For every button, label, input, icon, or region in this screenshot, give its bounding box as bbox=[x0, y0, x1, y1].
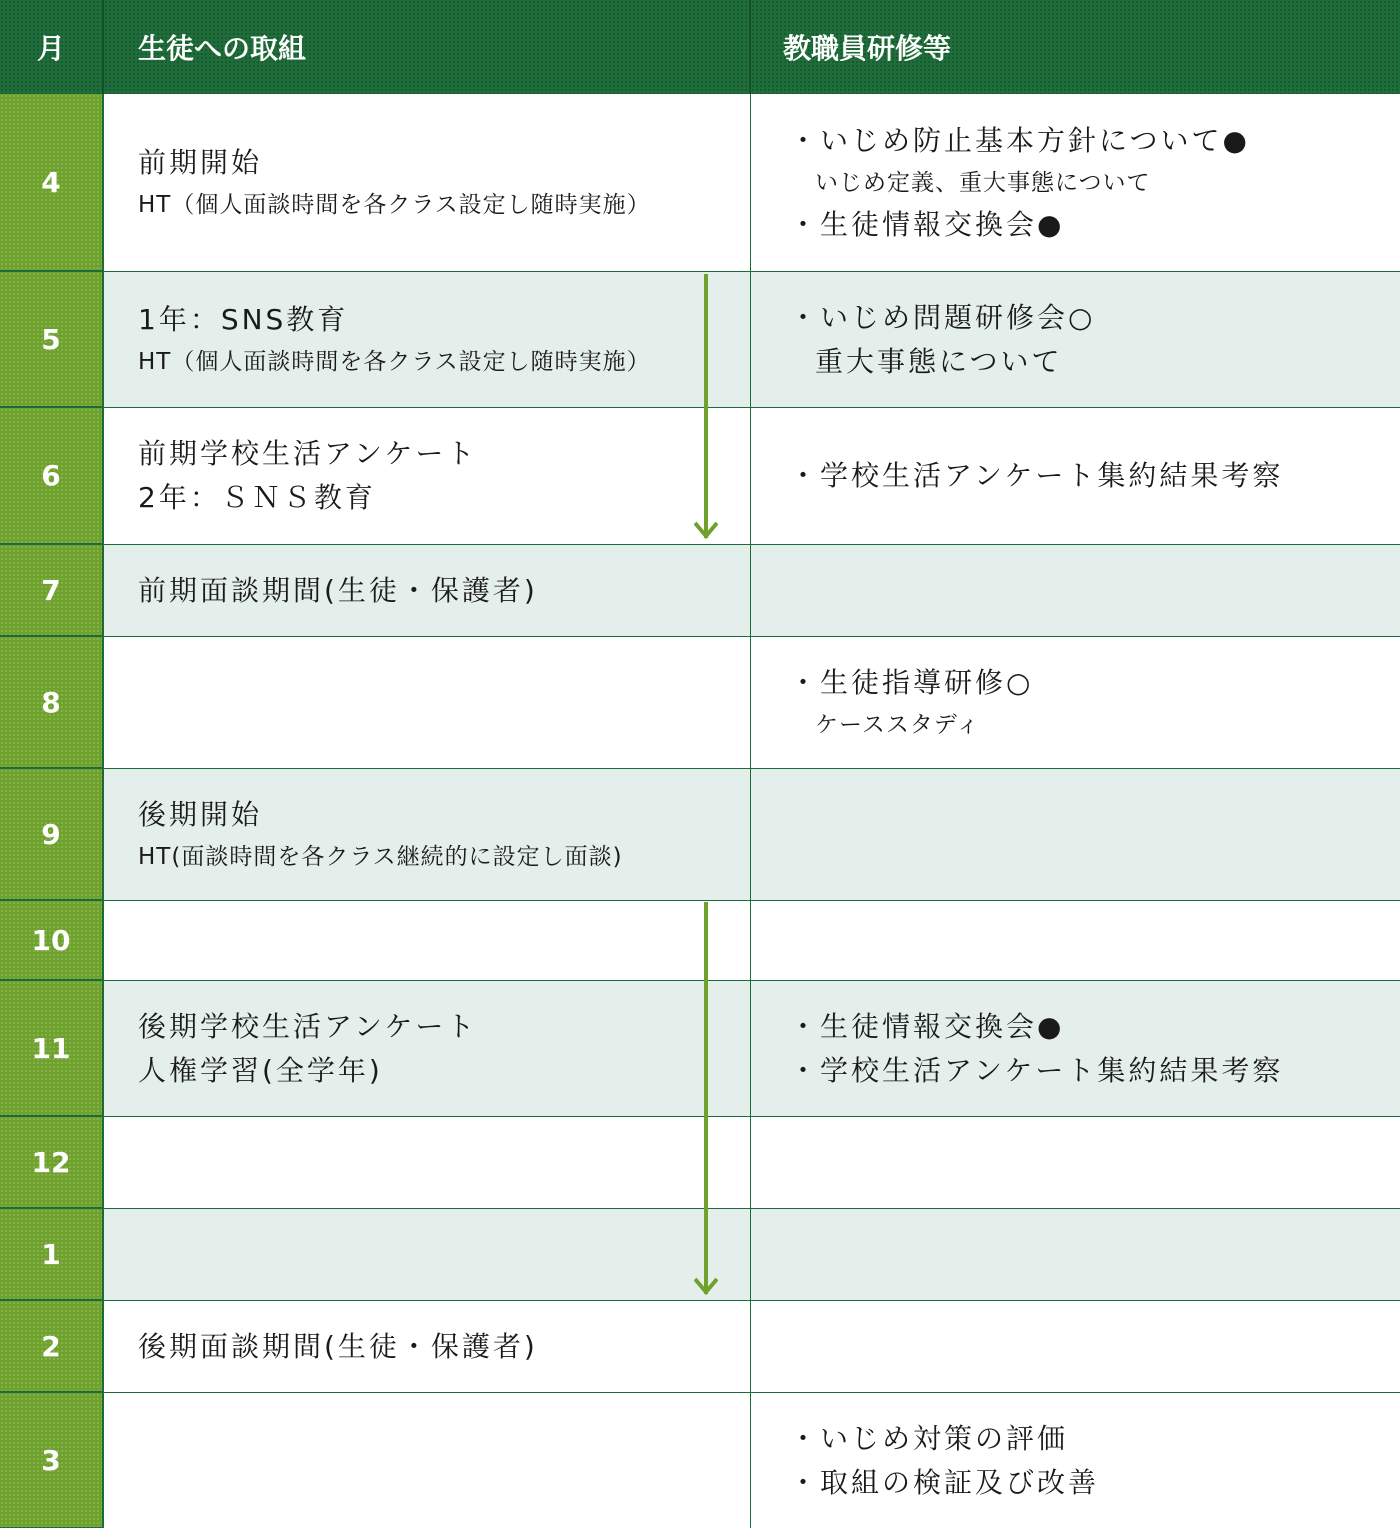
activity-note: HT(面談時間を各クラス継続的に設定し面談) bbox=[138, 843, 623, 870]
training-line: ・取組の検証及び改善 bbox=[789, 1465, 1100, 1499]
training-cell bbox=[751, 1117, 1400, 1209]
training-cell bbox=[751, 1209, 1400, 1301]
training-note: いじめ定義、重大事態について bbox=[815, 169, 1151, 196]
training-cell bbox=[751, 545, 1400, 637]
activities-cell bbox=[104, 981, 751, 1117]
month-cell: 4 bbox=[0, 94, 104, 272]
training-line: ・生徒指導研修○ bbox=[789, 665, 1034, 699]
activity-line: 1年：SNS教育 bbox=[138, 302, 349, 336]
activities-cell bbox=[104, 1301, 751, 1393]
training-cell bbox=[751, 1393, 1400, 1528]
activity-line: 人権学習(全学年) bbox=[138, 1053, 383, 1087]
activity-note: HT（個人面談時間を各クラス設定し随時実施） bbox=[138, 348, 651, 375]
activities-cell bbox=[104, 637, 751, 769]
activities-cell bbox=[104, 1117, 751, 1209]
month-cell: 10 bbox=[0, 901, 104, 981]
month-cell: 1 bbox=[0, 1209, 104, 1301]
activity-line: 後期開始 bbox=[138, 797, 263, 831]
training-line: ・学校生活アンケート集約結果考察 bbox=[789, 1053, 1284, 1087]
activity-note: HT（個人面談時間を各クラス設定し随時実施） bbox=[138, 191, 651, 218]
month-cell: 9 bbox=[0, 769, 104, 901]
header-month: 月 bbox=[0, 0, 104, 94]
activity-line: 後期学校生活アンケート bbox=[138, 1009, 478, 1043]
training-cell bbox=[751, 981, 1400, 1117]
month-cell: 5 bbox=[0, 272, 104, 408]
activities-cell bbox=[104, 1393, 751, 1528]
activity-line: 前期面談期間(生徒・保護者) bbox=[138, 573, 538, 607]
training-cell bbox=[751, 637, 1400, 769]
training-cell bbox=[751, 769, 1400, 901]
activities-cell bbox=[104, 545, 751, 637]
activities-cell bbox=[104, 94, 751, 272]
header-student-activities: 生徒への取組 bbox=[104, 0, 751, 94]
header-staff-training: 教職員研修等 bbox=[751, 0, 1400, 94]
training-line: ・いじめ防止基本方針について● bbox=[789, 123, 1250, 157]
month-cell: 3 bbox=[0, 1393, 104, 1528]
month-cell: 8 bbox=[0, 637, 104, 769]
month-cell: 7 bbox=[0, 545, 104, 637]
month-cell: 6 bbox=[0, 408, 104, 545]
training-note: ケーススタディ bbox=[815, 711, 981, 738]
training-line: ・生徒情報交換会● bbox=[789, 207, 1065, 241]
month-cell: 12 bbox=[0, 1117, 104, 1209]
month-cell: 2 bbox=[0, 1301, 104, 1393]
month-cell: 11 bbox=[0, 981, 104, 1117]
activity-line: 2年：ＳＮＳ教育 bbox=[138, 481, 376, 514]
activities-cell bbox=[104, 272, 751, 408]
training-cell bbox=[751, 901, 1400, 981]
training-line: ・いじめ対策の評価 bbox=[789, 1421, 1069, 1455]
training-cell bbox=[751, 272, 1400, 408]
activities-cell bbox=[104, 408, 751, 545]
training-note: 重大事態について bbox=[815, 344, 1063, 378]
activity-line: 前期開始 bbox=[138, 145, 263, 179]
training-cell bbox=[751, 94, 1400, 272]
activity-line: 前期学校生活アンケート bbox=[138, 437, 478, 470]
activities-cell bbox=[104, 769, 751, 901]
training-cell bbox=[751, 408, 1400, 545]
training-cell bbox=[751, 1301, 1400, 1393]
activity-line: 後期面談期間(生徒・保護者) bbox=[138, 1329, 538, 1363]
training-line: ・生徒情報交換会● bbox=[789, 1009, 1065, 1043]
training-line: ・いじめ問題研修会○ bbox=[789, 300, 1096, 334]
activities-cell bbox=[104, 1209, 751, 1301]
activities-cell bbox=[104, 901, 751, 981]
training-line: ・学校生活アンケート集約結果考察 bbox=[789, 459, 1284, 492]
